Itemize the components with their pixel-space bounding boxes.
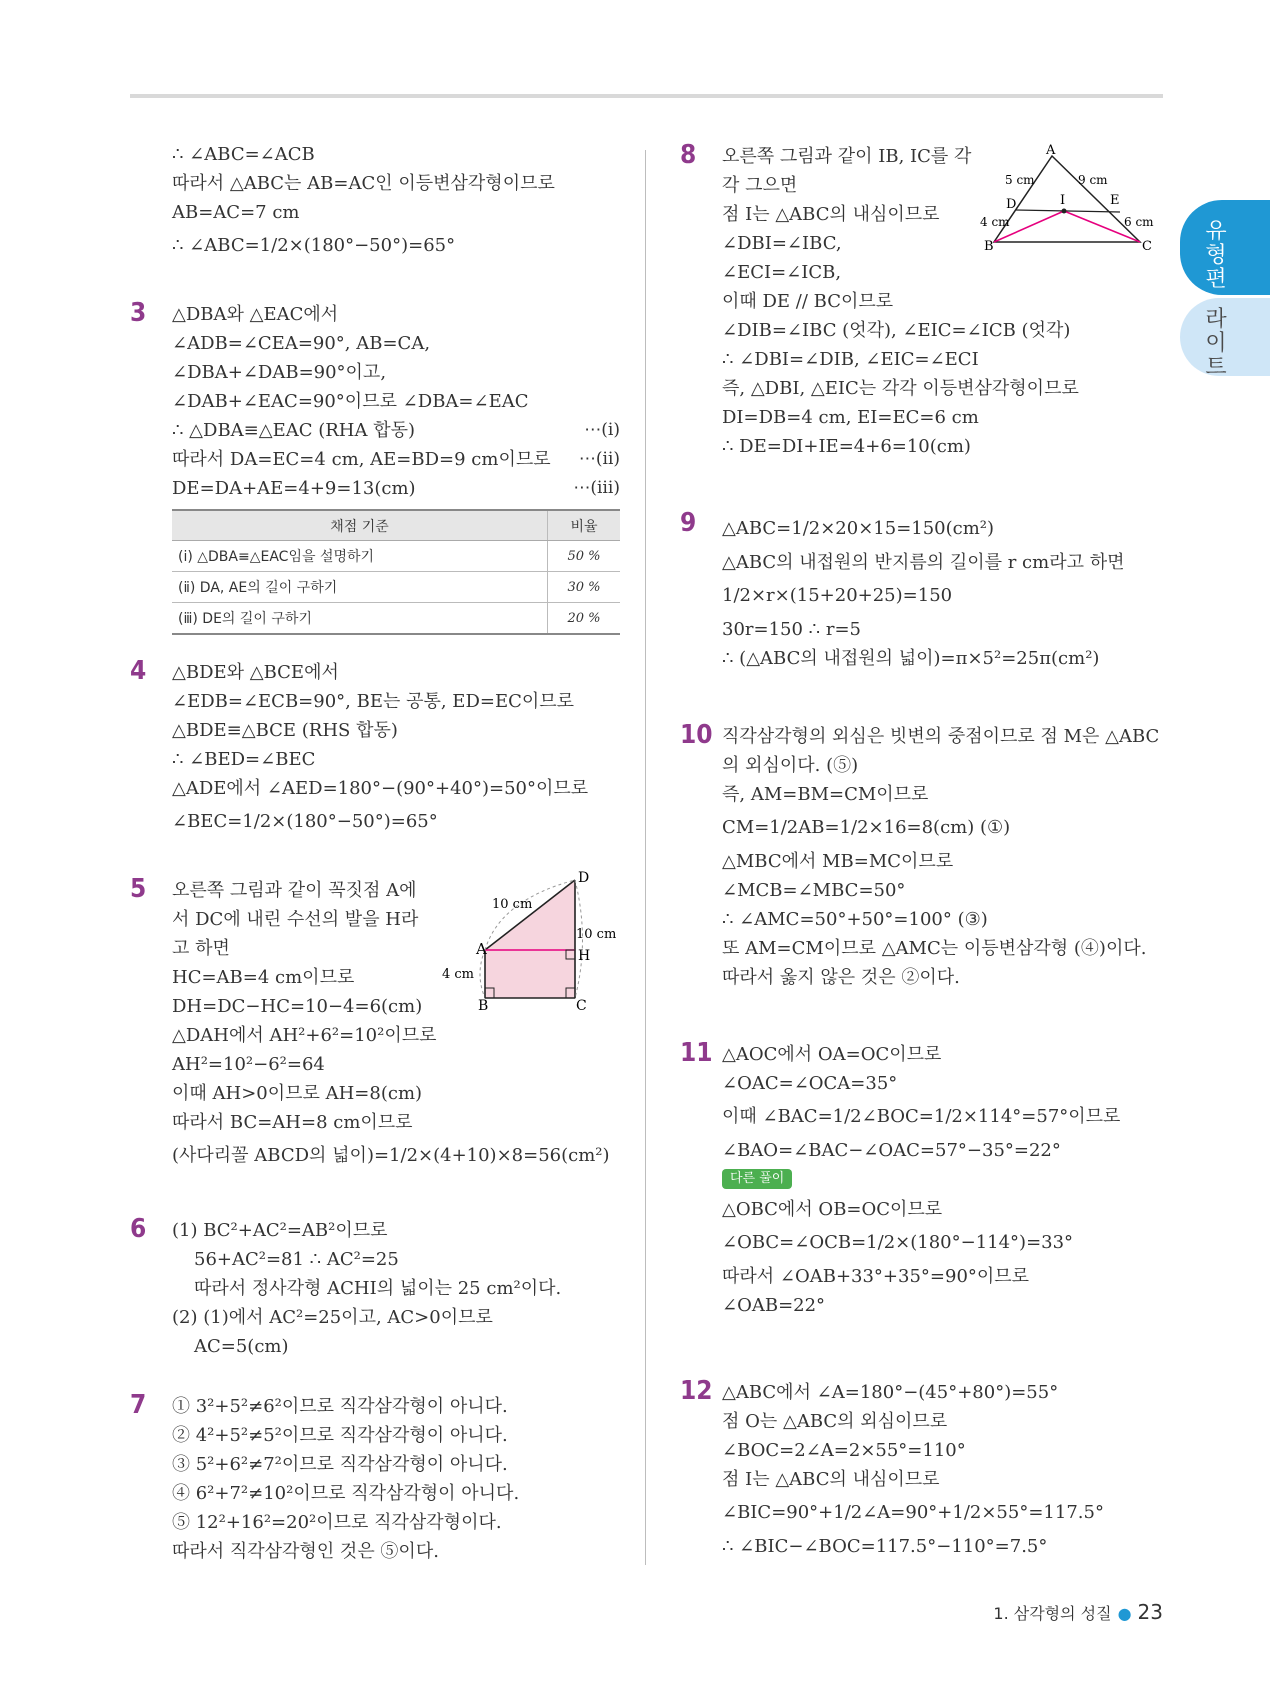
length-label-ae: 9 cm	[1078, 173, 1108, 187]
vertex-label-i: I	[1060, 193, 1066, 208]
solution-line: DI=DB=4 cm, EI=EC=6 cm	[722, 407, 979, 428]
solution-line: △OBC에서 OB=OC이므로	[722, 1199, 943, 1220]
triangle-figure	[980, 142, 1160, 252]
solution-line: AB=AC=7 cm	[172, 202, 300, 223]
incenter-point	[1062, 209, 1067, 214]
chapter-title: 1. 삼각형의 성질	[993, 1604, 1112, 1623]
table-cell: 30 %	[548, 572, 621, 603]
solution-line: CM=1/2AB=1/2×16=8(cm) (①)	[722, 817, 1011, 838]
solution-line: ① 3²+5²≠6²이므로 직각삼각형이 아니다.	[172, 1396, 508, 1417]
solution-line: 오른쪽 그림과 같이 꼭짓점 A에	[172, 880, 417, 901]
solution-line: 따라서 DA=EC=4 cm, AE=BD=9 cm이므로 ⋯(ⅱ)	[172, 445, 620, 474]
step-label: ⋯(ⅰ)	[584, 420, 620, 440]
solution-line: ∠ADB=∠CEA=90°, AB=CA,	[172, 333, 431, 354]
solution-line: ∴ △DBA≡△EAC (RHA 합동) ⋯(ⅰ)	[172, 416, 620, 445]
solution-line: 따라서 옳지 않은 것은 ②이다.	[722, 967, 960, 988]
length-label-dc: 10 cm	[576, 927, 617, 942]
solution-line: 따라서 정사각형 ACHI의 넓이는 25 cm²이다.	[194, 1278, 562, 1299]
solution-line: HC=AB=4 cm이므로	[172, 967, 355, 988]
vertex-label-h: H	[578, 948, 591, 964]
top-rule	[130, 94, 1163, 98]
solution-line: ∠EDB=∠ECB=90°, BE는 공통, ED=EC이므로	[172, 691, 575, 712]
problem-number: 11	[680, 1038, 713, 1068]
solution-line: 또 AM=CM이므로 △AMC는 이등변삼각형 (④)이다.	[722, 938, 1147, 959]
step-label: ⋯(ⅲ)	[573, 478, 620, 498]
tab-lite[interactable]	[1180, 298, 1270, 380]
solution-line: ∴ ∠DBI=∠DIB, ∠EIC=∠ECI	[722, 349, 979, 370]
solution-line: 즉, △DBI, △EIC는 각각 이등변삼각형이므로	[722, 378, 1079, 399]
solution-line: 점 I는 △ABC의 내심이므로	[722, 1469, 940, 1490]
solution-line: 따라서 BC=AH=8 cm이므로	[172, 1112, 413, 1133]
solution-line: ∴ (△ABC의 내접원의 넓이)=π×5²=25π(cm²)	[722, 648, 1100, 669]
length-label-ad: 10 cm	[492, 897, 533, 912]
solution-line: ∠OBC=∠OCB=1/2×(180°−114°)=33°	[722, 1232, 1074, 1253]
problem-number: 4	[130, 656, 147, 686]
solution-line: 고 하면	[172, 938, 230, 959]
table-cell: (ⅱ) DA, AE의 길이 구하기	[172, 572, 548, 603]
column-header: 채점 기준	[172, 510, 548, 541]
solution-line: (1) BC²+AC²=AB²이므로	[172, 1220, 388, 1241]
column-header: 비율	[548, 510, 621, 541]
solution-line: △DBA와 △EAC에서	[172, 304, 339, 325]
solution-line: ∠ECI=∠ICB,	[722, 262, 842, 283]
tab-label: 라 이 트	[1205, 307, 1227, 380]
problem-number: 12	[680, 1376, 713, 1406]
tab-label: 유 형 편	[1205, 219, 1227, 292]
solution-line: 따라서 직각삼각형인 것은 ⑤이다.	[172, 1541, 439, 1562]
solution-line: △AOC에서 OA=OC이므로	[722, 1044, 942, 1065]
segment-de	[1016, 210, 1120, 212]
solution-line: ∠MCB=∠MBC=50°	[722, 880, 906, 901]
vertex-label-d: D	[578, 870, 590, 886]
page-number: 23	[1137, 1600, 1163, 1624]
solution-line: ③ 5²+6²≠7²이므로 직각삼각형이 아니다.	[172, 1454, 508, 1475]
solution-line: 따라서 △ABC는 AB=AC인 이등변삼각형이므로	[172, 173, 555, 194]
solution-line: 1/2×r×(15+20+25)=150	[722, 585, 953, 606]
solution-line: ∠BEC=1/2×(180°−50°)=65°	[172, 811, 438, 832]
solution-line: 점 I는 △ABC의 내심이므로	[722, 204, 940, 225]
solution-line: ∴ DE=DI+IE=4+6=10(cm)	[722, 436, 971, 457]
problem-number: 3	[130, 298, 147, 328]
problem-number: 6	[130, 1214, 147, 1244]
solution-line: ∠BOC=2∠A=2×55°=110°	[722, 1440, 966, 1461]
solution-line: DE=DA+AE=4+9=13(cm) ⋯(ⅲ)	[172, 474, 620, 503]
solution-line: 각 그으면	[722, 175, 798, 196]
length-label-db: 4 cm	[980, 215, 1010, 229]
solution-line: ∠DBI=∠IBC,	[722, 233, 842, 254]
solution-line: 이때 AH>0이므로 AH=8(cm)	[172, 1083, 423, 1104]
vertex-label-b: B	[984, 239, 994, 254]
vertex-label-d: D	[1006, 197, 1017, 212]
vertex-label-e: E	[1110, 193, 1120, 208]
solution-line: 따라서 ∠OAB+33°+35°=90°이므로	[722, 1266, 1030, 1287]
solution-line: 서 DC에 내린 수선의 발을 H라	[172, 909, 419, 930]
solution-line: AC=5(cm)	[194, 1336, 289, 1357]
table-cell: (ⅲ) DE의 길이 구하기	[172, 603, 548, 635]
table-row	[172, 541, 620, 572]
solution-line: ∠DIB=∠IBC (엇각), ∠EIC=∠ICB (엇각)	[722, 320, 1071, 341]
length-label-ec: 6 cm	[1124, 215, 1154, 229]
length-label-ad: 5 cm	[1005, 173, 1035, 187]
solution-line: ② 4²+5²≠5²이므로 직각삼각형이 아니다.	[172, 1425, 508, 1446]
solution-line: (사다리꼴 ABCD의 넓이)=1/2×(4+10)×8=56(cm²)	[172, 1145, 610, 1166]
solution-line: ∴ ∠ABC=∠ACB	[172, 144, 315, 165]
solution-line: ④ 6²+7²≠10²이므로 직각삼각형이 아니다.	[172, 1483, 520, 1504]
solution-line: DH=DC−HC=10−4=6(cm)	[172, 996, 423, 1017]
length-label-ab: 4 cm	[442, 967, 475, 982]
solution-line: △BDE≡△BCE (RHS 합동)	[172, 720, 398, 741]
solution-line: ∠BAO=∠BAC−∠OAC=57°−35°=22°	[722, 1140, 1061, 1161]
problem-number: 5	[130, 874, 147, 904]
vertex-label-c: C	[576, 998, 587, 1014]
solution-line: △ADE에서 ∠AED=180°−(90°+40°)=50°이므로	[172, 778, 589, 799]
column-divider	[645, 150, 646, 1565]
solution-line: 이때 DE // BC이므로	[722, 291, 894, 312]
solution-line: ∠OAC=∠OCA=35°	[722, 1073, 898, 1094]
solution-line: (2) (1)에서 AC²=25이고, AC>0이므로	[172, 1307, 493, 1328]
solution-line: 오른쪽 그림과 같이 IB, IC를 각	[722, 146, 972, 167]
vertex-label-a: A	[476, 940, 487, 958]
grading-table	[172, 509, 620, 635]
solution-line: ∠DAB+∠EAC=90°이므로 ∠DBA=∠EAC	[172, 391, 529, 412]
solution-line: ⑤ 12²+16²=20²이므로 직각삼각형이다.	[172, 1512, 502, 1533]
table-cell: (ⅰ) △DBA≡△EAC임을 설명하기	[172, 541, 548, 572]
solution-line: ∠BIC=90°+1/2∠A=90°+1/2×55°=117.5°	[722, 1502, 1104, 1523]
solution-line: 즉, AM=BM=CM이므로	[722, 784, 929, 805]
table-header-row	[172, 510, 620, 541]
solution-line: ∠OAB=22°	[722, 1295, 826, 1316]
table-cell: 20 %	[548, 603, 621, 635]
table-row	[172, 603, 620, 635]
solution-line: 56+AC²=81 ∴ AC²=25	[194, 1249, 399, 1270]
problem-number: 9	[680, 508, 697, 538]
alt-solution-badge: 다른 풀이	[722, 1169, 792, 1189]
solution-line: 이때 ∠BAC=1/2∠BOC=1/2×114°=57°이므로	[722, 1106, 1121, 1127]
step-label: ⋯(ⅱ)	[578, 449, 620, 469]
vertex-label-b: B	[478, 998, 489, 1014]
solution-line: ∴ ∠AMC=50°+50°=100° (③)	[722, 909, 988, 930]
table-cell: 50 %	[548, 541, 621, 572]
solution-line: ∴ ∠BIC−∠BOC=117.5°−110°=7.5°	[722, 1536, 1048, 1557]
problem-number: 7	[130, 1390, 147, 1420]
solution-line: 30r=150 ∴ r=5	[722, 619, 861, 640]
bullet-icon: ●	[1117, 1604, 1132, 1623]
solution-line: △DAH에서 AH²+6²=10²이므로	[172, 1025, 437, 1046]
vertex-label-a: A	[1046, 143, 1056, 158]
solution-line: △ABC=1/2×20×15=150(cm²)	[722, 518, 995, 539]
tab-type-edition[interactable]	[1180, 200, 1270, 295]
solution-line: ∠DBA+∠DAB=90°이고,	[172, 362, 387, 383]
problem-number: 10	[680, 720, 713, 750]
page-footer	[993, 1600, 1163, 1624]
problem-number: 8	[680, 140, 697, 170]
solution-line: 직각삼각형의 외심은 빗변의 중점이므로 점 M은 △ABC	[722, 726, 1160, 747]
table-row	[172, 572, 620, 603]
vertex-label-c: C	[1142, 239, 1152, 254]
solution-line: ∴ ∠BED=∠BEC	[172, 749, 316, 770]
solution-line: △ABC에서 ∠A=180°−(45°+80°)=55°	[722, 1382, 1059, 1403]
trapezoid-figure	[440, 870, 620, 1014]
solution-line: △ABC의 내접원의 반지름의 길이를 r cm라고 하면	[722, 552, 1125, 573]
solution-line: 의 외심이다. (⑤)	[722, 755, 859, 776]
solution-line: △MBC에서 MB=MC이므로	[722, 851, 954, 872]
solution-line: ∴ ∠ABC=1/2×(180°−50°)=65°	[172, 235, 456, 256]
solution-line: 점 O는 △ABC의 외심이므로	[722, 1411, 948, 1432]
solution-line: AH²=10²−6²=64	[172, 1054, 325, 1075]
solution-line: △BDE와 △BCE에서	[172, 662, 339, 683]
